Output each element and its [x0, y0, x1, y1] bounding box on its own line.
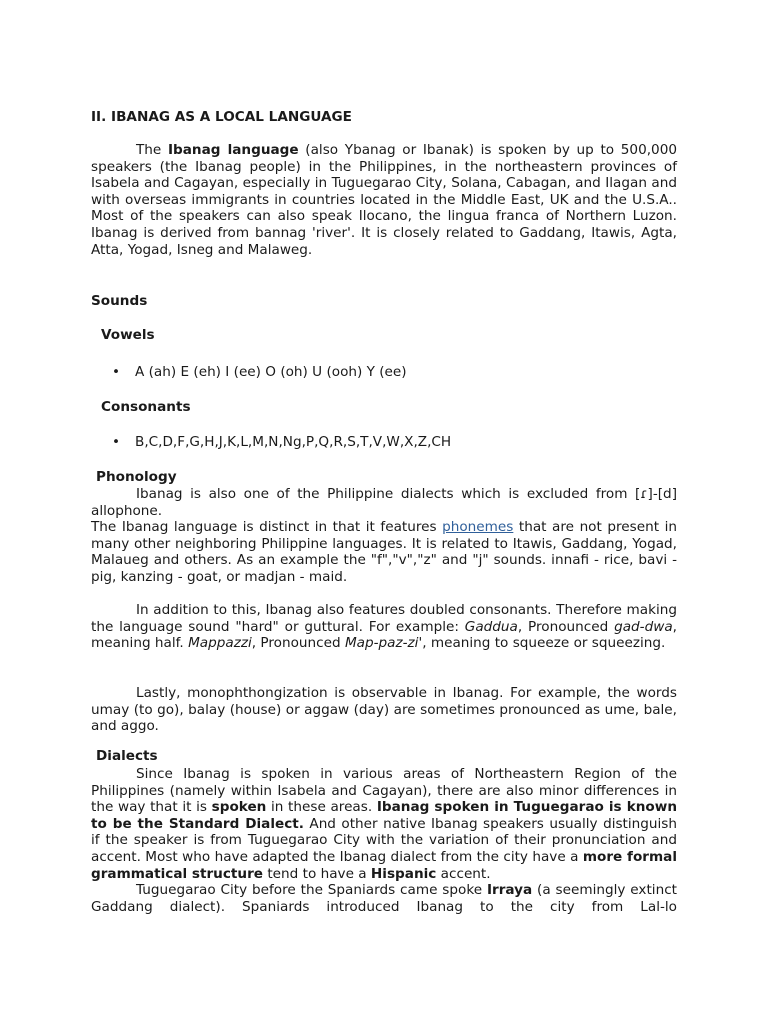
sounds-heading: Sounds [91, 293, 148, 309]
consonants-text: B,C,D,F,G,H,J,K,L,M,N,Ng,P,Q,R,S,T,V,W,X,Z,CH [135, 434, 452, 450]
phonemes-link[interactable]: phonemes [442, 519, 514, 535]
dialects-paragraph-1: Since Ibanag is spoken in various areas of Northeastern Region of the Philippines (namely within Isabela and Cagayan), there are also minor differences in the way that it is spoken in these areas. Ibanag spoken in Tuguegarao is known to be the Standard Dialect. And other native Ibanag speakers usually distinguish if the speaker is from Tuguegarao City with the variation of their pronunciation and accent. Most who have adapted the Ibanag dialect from the city have a more formal grammatical structure tend to have a Hispanic accent. [91, 766, 677, 882]
dialects-paragraph-2: Tuguegarao City before the Spaniards came spoke Irraya (a seemingly extinct Gaddang dialect). Spaniards introduced Ibanag to the city from Lal-lo [91, 882, 678, 915]
bullet-icon: • [112, 364, 121, 380]
phonology-paragraph-4: Lastly, monophthongization is observable in Ibanag. For example, the words umay (to go), balay (house) or aggaw (day) are sometimes pronounced as ume, bale, and aggo. [91, 685, 677, 735]
bullet-icon: • [112, 434, 121, 450]
vowels-text: A (ah) E (eh) I (ee) O (oh) U (ooh) Y (ee) [135, 364, 407, 380]
phonology-paragraph-3: In addition to this, Ibanag also features doubled consonants. Therefore making the language sound "hard" or guttural. For example: Gaddua, Pronounced gad-dwa, meaning half. Mappazzi, Pronounced Map-paz-zi', meaning to squeeze or squeezing. [91, 602, 677, 652]
consonants-heading: Consonants [101, 399, 191, 415]
dialects-heading: Dialects [96, 748, 158, 764]
intro-paragraph: The Ibanag language (also Ybanag or Ibanak) is spoken by up to 500,000 speakers (the Ibanag people) in the Philippines, in the northeastern provinces of Isabela and Cagayan, especially in Tuguegarao City, Solana, Cabagan, and Ilagan and with overseas immigrants in countries located in the Middle East, UK and the U.S.A.. Most of the speakers can also speak Ilocano, the lingua franca of Northern Luzon. Ibanag is derived from bannag 'river'. It is closely related to Gaddang, Itawis, Agta, Atta, Yogad, Isneg and Malaweg. [91, 142, 677, 258]
phonology-paragraph-2: The Ibanag language is distinct in that it features phonemes that are not present in many other neighboring Philippine languages. It is related to Itawis, Gaddang, Yogad, Malaueg and others. As an example the "f","v","z" and "j" sounds. innafi - rice, bavi - pig, kanzing - goat, or madjan - maid. [91, 519, 677, 585]
phonology-paragraph-1: Ibanag is also one of the Philippine dialects which is excluded from [ɾ]-[d] allophone. [91, 486, 677, 519]
phonology-heading: Phonology [96, 469, 177, 485]
ibanag-language-term: Ibanag language [167, 142, 299, 158]
vowels-heading: Vowels [101, 327, 155, 343]
section-title: II. IBANAG AS A LOCAL LANGUAGE [91, 109, 352, 125]
